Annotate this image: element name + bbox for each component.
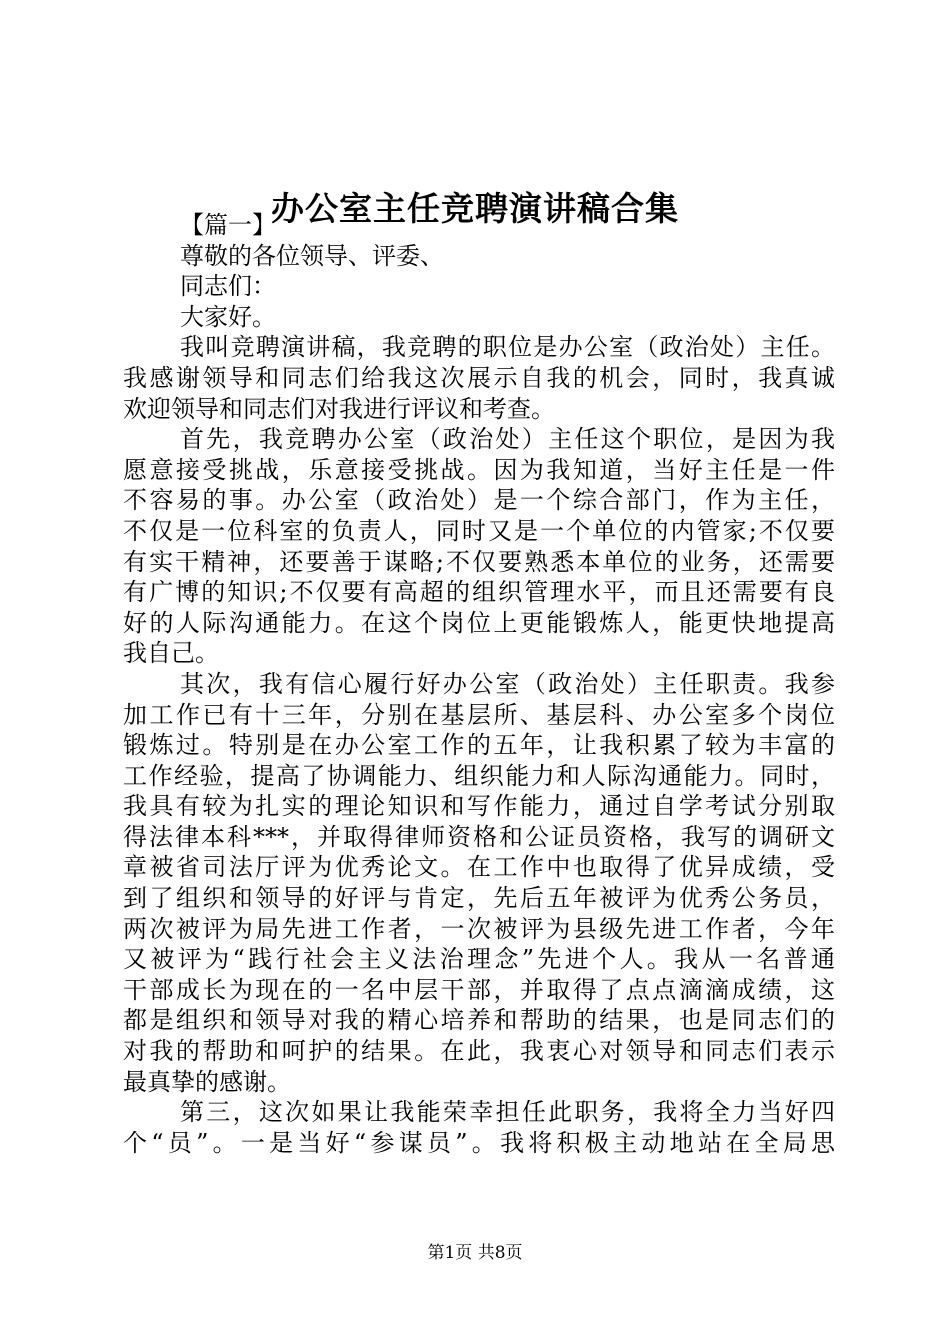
text-line: 工作经验，提高了协调能力、组织能力和人际沟通能力。同时， bbox=[123, 761, 835, 790]
text-line: 欢迎领导和同志们对我进行评议和考查。 bbox=[123, 394, 555, 423]
document-body bbox=[123, 210, 835, 1158]
text-line: 有实干精神，还要善于谋略;不仅要熟悉本单位的业务，还需要 bbox=[123, 547, 835, 576]
text-line: 最真挚的感谢。 bbox=[123, 1067, 291, 1096]
page-footer: 第1页 共8页 bbox=[427, 1243, 523, 1263]
text-line: 锻炼过。特别是在办公室工作的五年，让我积累了较为丰富的 bbox=[123, 731, 835, 760]
text-line: 个“员”。一是当好“参谋员”。我将积极主动地站在全局思 bbox=[123, 1128, 835, 1157]
text-line: 得法律本科***，并取得律师资格和公证员资格，我写的调研文 bbox=[123, 822, 835, 851]
text-line: 愿意接受挑战，乐意接受挑战。因为我知道，当好主任是一件 bbox=[123, 455, 835, 484]
text-line: 加工作已有十三年，分别在基层所、基层科、办公室多个岗位 bbox=[123, 700, 835, 729]
text-line: 我叫竞聘演讲稿，我竞聘的职位是办公室（政治处）主任。 bbox=[180, 333, 835, 362]
text-line: 不仅是一位科室的负责人，同时又是一个单位的内管家;不仅要 bbox=[123, 516, 835, 545]
document-title: 办公室主任竞聘演讲稿合集 bbox=[271, 189, 679, 228]
text-line: 又被评为“践行社会主义法治理念”先进个人。我从一名普通 bbox=[123, 945, 835, 974]
text-line: 【篇一】 bbox=[180, 211, 276, 239]
text-line: 干部成长为现在的一名中层干部，并取得了点点滴滴成绩，这 bbox=[123, 975, 835, 1004]
text-line: 我感谢领导和同志们给我这次展示自我的机会，同时，我真诚 bbox=[123, 363, 835, 392]
text-line: 第三，这次如果让我能荣幸担任此职务，我将全力当好四 bbox=[180, 1098, 835, 1127]
text-line: 其次，我有信心履行好办公室（政治处）主任职责。我参 bbox=[180, 669, 835, 698]
text-line: 不容易的事。办公室（政治处）是一个综合部门，作为主任， bbox=[123, 486, 835, 515]
text-line: 尊敬的各位领导、评委、 bbox=[180, 241, 444, 270]
text-line: 大家好。 bbox=[180, 302, 276, 331]
text-line: 同志们： bbox=[180, 272, 276, 301]
text-line: 对我的帮助和呵护的结果。在此，我衷心对领导和同志们表示 bbox=[123, 1037, 835, 1066]
text-line: 到了组织和领导的好评与肯定，先后五年被评为优秀公务员， bbox=[123, 884, 835, 913]
text-line: 两次被评为局先进工作者，一次被评为县级先进工作者，今年 bbox=[123, 914, 835, 943]
text-line: 都是组织和领导对我的精心培养和帮助的结果，也是同志们的 bbox=[123, 1006, 835, 1035]
text-line: 首先，我竞聘办公室（政治处）主任这个职位，是因为我 bbox=[180, 425, 835, 454]
text-line: 我自己。 bbox=[123, 639, 219, 668]
text-line: 我具有较为扎实的理论知识和写作能力，通过自学考试分别取 bbox=[123, 792, 835, 821]
text-line: 有广博的知识;不仅要有高超的组织管理水平，而且还需要有良 bbox=[123, 578, 835, 607]
text-line: 章被省司法厅评为优秀论文。在工作中也取得了优异成绩，受 bbox=[123, 853, 835, 882]
text-line: 好的人际沟通能力。在这个岗位上更能锻炼人，能更快地提高 bbox=[123, 608, 835, 637]
